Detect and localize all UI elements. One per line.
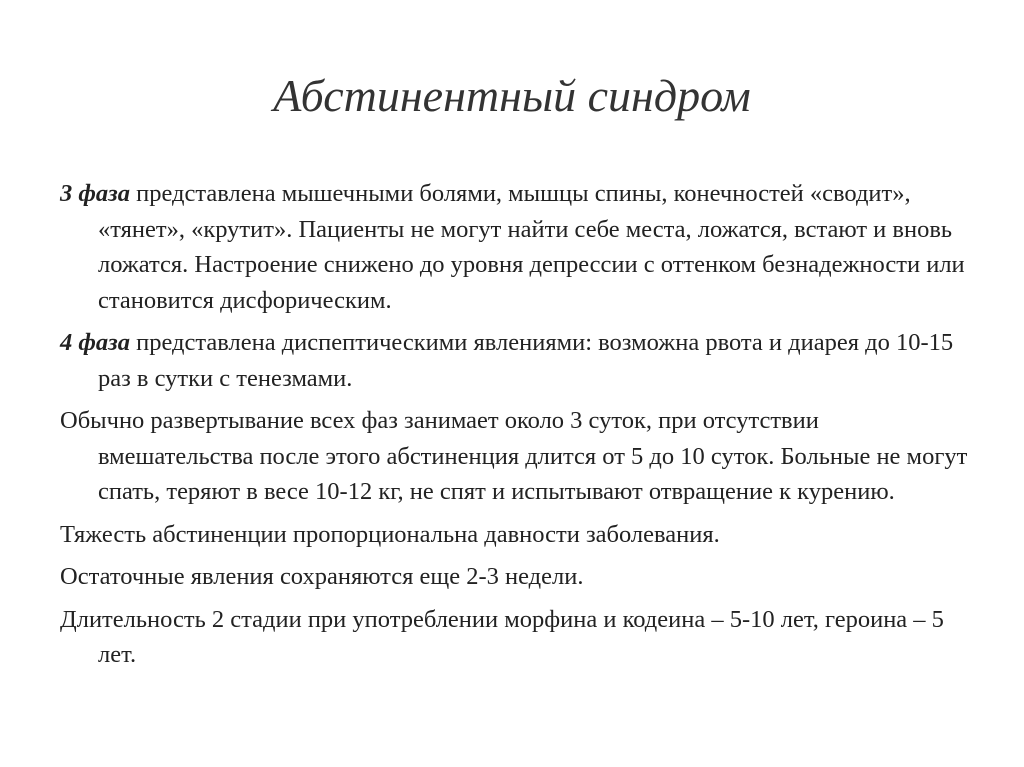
paragraph-residual xyxy=(60,559,980,595)
slide-body xyxy=(60,176,980,680)
paragraph-duration xyxy=(60,403,980,510)
paragraph-text: Тяжесть абстиненции пропорциональна давности заболевания. xyxy=(60,520,720,548)
paragraph-text: Обычно развертывание всех фаз занимает около 3 суток, при отсутствии вмешательства после этого абстиненция длится от 5 до 10 суток. Больные не могут спать, теряют в весе 10-12 кг, не спят и испытывают отвращение к курению. xyxy=(60,407,968,505)
paragraph-text: представлена диспептическими явлениями: возможна рвота и диарея до 10-15 раз в сутки с тенезмами. xyxy=(98,329,954,392)
paragraph-severity xyxy=(60,517,980,553)
paragraph-text: представлена мышечными болями, мышцы спины, конечностей «сводит», «тянет», «крутит». Пациенты не могут найти себе места, ложатся, встают и вновь ложатся. Настроение снижено до уровня депрессии с оттенком безнадежности или становится дисфорическим. xyxy=(98,180,965,314)
phase-label: 3 фаза xyxy=(60,180,130,207)
phase-label: 4 фаза xyxy=(60,329,130,356)
paragraph-text: Длительность 2 стадии при употреблении морфина и кодеина – 5-10 лет, героина – 5 лет. xyxy=(60,605,944,668)
paragraph-phase-3 xyxy=(60,176,980,318)
slide-title: Абстинентный синдром xyxy=(273,70,751,121)
paragraph-text: Остаточные явления сохраняются еще 2-3 недели. xyxy=(60,563,584,590)
paragraph-stage-duration xyxy=(60,602,980,673)
paragraph-phase-4 xyxy=(60,325,980,396)
